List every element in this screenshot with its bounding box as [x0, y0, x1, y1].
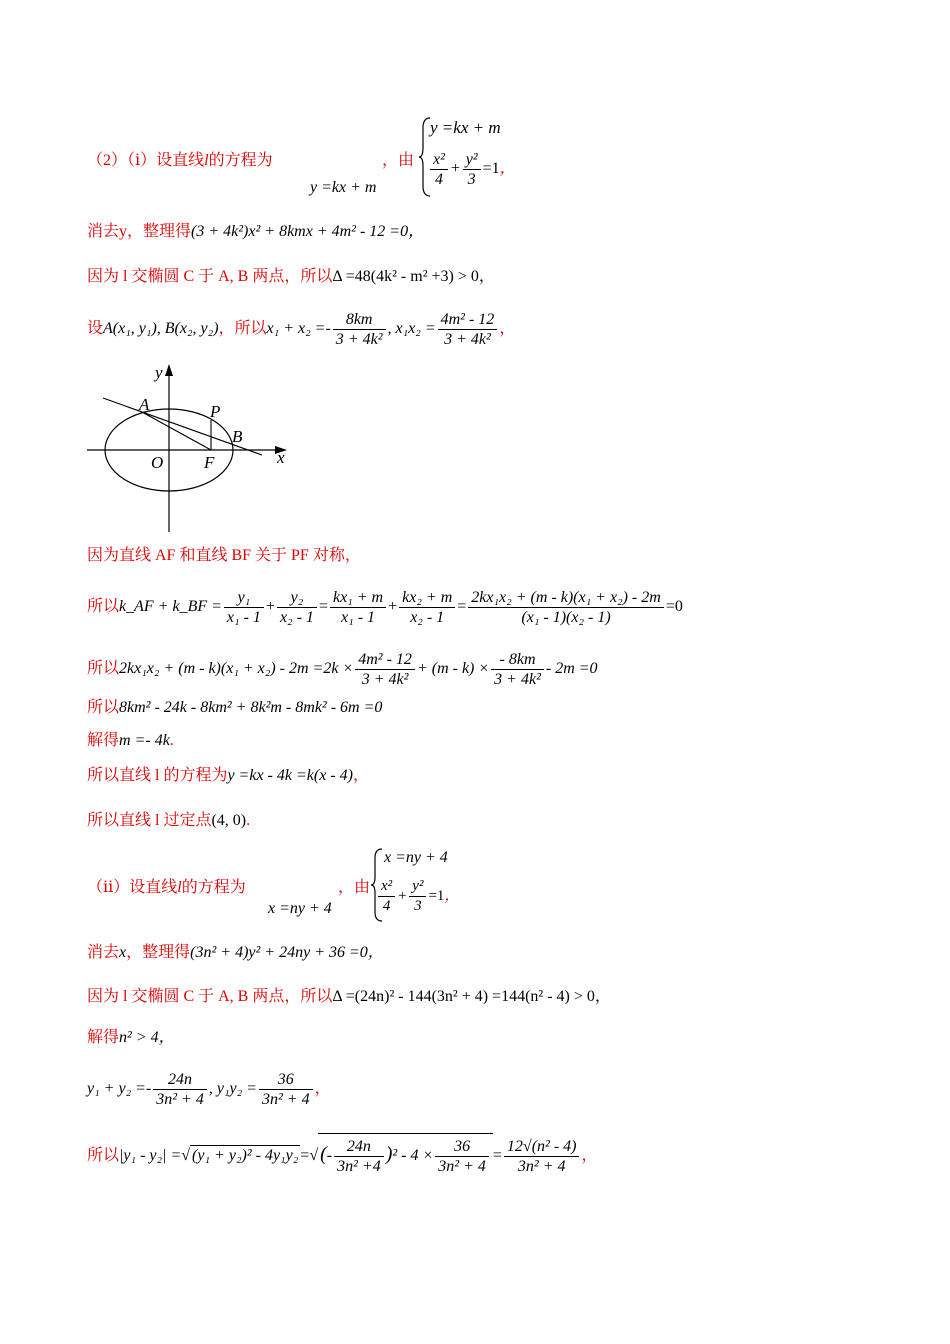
step4: 因为直线 AF 和直线 BF 关于 PF 对称，: [87, 547, 361, 564]
fig-label-F: F: [204, 453, 215, 472]
step5: 所以k_AF + k_BF = $\frac{\text{y₁}}{\text{x₁ - 1}}$ + $\frac{\text{y₂}}{\text{x₂ - 1}}$ = $\frac{\text{kx₁ + m}}{\text{x₁ - 1}}$ + $\frac{\text{kx₂ + m}}{\text{x₂ - 1}}$ = $\frac{\text{2kx₁x₂ + (m - k)(x₁ + x₂) - 2m}}{\text{(x₁ - 1)(x₂ - 1)}}$ =0: [87, 589, 683, 626]
part2ii-sys-line1: x =ny + 4: [384, 849, 448, 866]
step8: 解得m =- 4k.: [87, 732, 174, 749]
ellipse-figure: [87, 360, 297, 535]
step11: 消去x，整理得(3n² + 4)y² + 24ny + 36 =0，: [87, 944, 384, 961]
fig-label-P: P: [210, 402, 221, 421]
step1: 消去y，整理得(3 + 4k²)x² + 8kmx + 4m² - 12 =0，: [87, 223, 425, 240]
part2ii-eq-under: x =ny + 4: [268, 900, 332, 917]
step15: 所以|y₁ - y₂| =√ (y₁ + y₂)² - 4y₁y₂ =√ (- $\frac{24n}{\text{3n² +4}}$ )² - 4 × $\frac{36}{\text{3n² + 4}}$ = $\frac{\text{12√(n² - 4)}}{\text{3n² + 4}}$ ，: [87, 1133, 597, 1176]
fig-label-B: B: [232, 427, 243, 446]
step2: 因为 l 交椭圆 C 于 A, B 两点，所以Δ =48(4k² - m² +3) > 0，: [87, 268, 495, 285]
step10: 所以直线 l 过定点(4, 0).: [87, 812, 251, 829]
part2-eq-under: y =kx + m: [310, 179, 377, 196]
step14: y₁ + y₂ =- $\frac{24n}{\text{3n² + 4}}$ , y₁y₂ = $\frac{36}{\text{3n² + 4}}$ ，: [87, 1071, 331, 1108]
part2-intro: （2）（ⅰ）设直线l的方程为: [87, 152, 273, 169]
step12: 因为 l 交椭圆 C 于 A, B 两点，所以Δ =(24n)² - 144(3n² + 4) =144(n² - 4) > 0，: [87, 988, 611, 1005]
fig-label-x: x: [277, 448, 285, 467]
fig-label-y: y: [155, 363, 163, 382]
step3: 设A(x₁, y₁), B(x₂, y₂)，所以x₁ + x₂ =- $\frac{8km}{\text{3 + 4k²}}$ , x₁x₂ = $\frac{\text{4m² - 12}}{\text{3 + 4k²}}$ ，: [87, 311, 516, 348]
part2-you: ，由: [382, 152, 415, 169]
part2-sys-line1: y =kx + m: [430, 118, 501, 137]
step6: 所以2kx₁x₂ + (m - k)(x₁ + x₂) - 2m =2k × $\frac{\text{4m² - 12}}{\text{3 + 4k²}}$ + (m - k) × $\frac{- 8km}{\text{3 + 4k²}}$ - 2m =0: [87, 651, 598, 688]
part2ii-you: ，由: [338, 879, 371, 896]
part2-sys-line2: $\frac{\text{x²}}{4}$ + $\frac{\text{y²}}{3}$ =1，: [428, 150, 516, 189]
part2ii-intro: （ⅱ）设直线l的方程为: [87, 879, 246, 896]
part2ii-sys-line2: $\frac{\text{x²}}{4}$ + $\frac{\text{y²}}{3}$ =1，: [376, 877, 459, 916]
fig-label-A: A: [139, 395, 150, 414]
step7: 所以8km² - 24k - 8km² + 8k²m - 8mk² - 6m =0: [87, 699, 383, 716]
step13: 解得n² > 4，: [87, 1029, 175, 1046]
fig-label-O: O: [151, 453, 164, 472]
step9: 所以直线 l 的方程为y =kx - 4k =k(x - 4)，: [87, 767, 369, 784]
